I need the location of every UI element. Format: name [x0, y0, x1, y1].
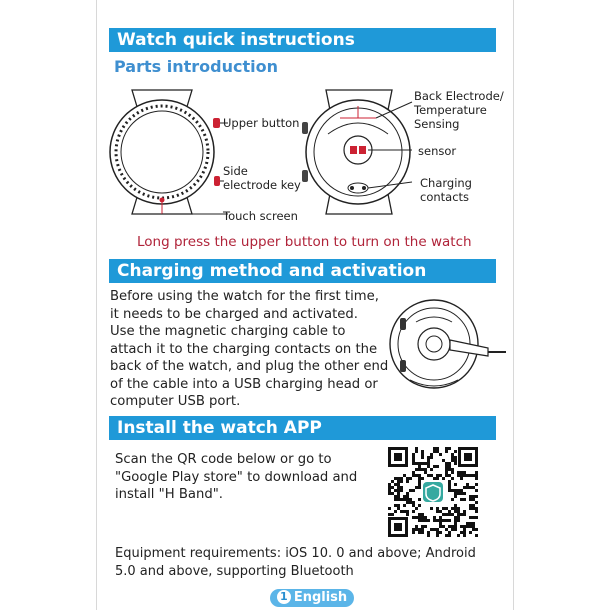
requirements-text: [115, 545, 510, 580]
side-electrode-label-2: electrode key: [223, 178, 301, 192]
language-label: English: [293, 590, 348, 605]
charging-line: Before using the watch for the first time,: [110, 289, 379, 304]
page-title: Watch quick instructions: [117, 30, 355, 50]
watch-front-illustration: [100, 82, 230, 222]
install-title: Install the watch APP: [117, 418, 322, 438]
charging-contacts-label-1: Charging: [420, 176, 472, 190]
power-on-notice: Long press the upper button to turn on the watch: [137, 234, 472, 250]
charging-line: Use the magnetic charging cable to: [110, 324, 346, 339]
side-electrode-label-1: Side: [223, 164, 248, 178]
charger-illustration: [388, 292, 510, 396]
charging-line: attach it to the charging contacts on the: [110, 341, 378, 357]
charging-line: it needs to be charged and activated.: [110, 306, 358, 322]
install-instructions: [115, 451, 380, 504]
upper-button-label: Upper button: [223, 116, 300, 130]
charging-contacts-label-2: contacts: [420, 190, 470, 204]
page-border-right: [513, 0, 514, 610]
sensor-label: sensor: [418, 144, 457, 158]
install-line: Scan the QR code below or go to: [115, 452, 332, 467]
charging-line: computer USB port.: [110, 394, 241, 409]
watch-back-illustration: [300, 82, 420, 222]
back-electrode-label-1: Back Electrode/: [414, 89, 504, 103]
page-border-left: [96, 0, 97, 610]
page-number: 1: [277, 590, 291, 604]
requirements-line: 5.0 and above, supporting Bluetooth: [115, 563, 354, 579]
charging-line: back of the watch, and plug the other end: [110, 359, 389, 374]
language-badge: [270, 589, 354, 607]
back-electrode-label-2: Temperature: [414, 103, 487, 117]
install-line: "Google Play store" to download and: [115, 469, 358, 485]
install-banner: [109, 416, 496, 440]
charging-banner: [109, 259, 496, 283]
requirements-line: Equipment requirements: iOS 10. 0 and above; Android: [115, 546, 476, 561]
charging-line: of the cable into a USB charging head or: [110, 376, 378, 392]
charging-instructions: [110, 288, 400, 411]
parts-subtitle: Parts introduction: [114, 57, 278, 76]
charging-title: Charging method and activation: [117, 261, 427, 281]
touch-screen-label: Touch screen: [223, 209, 298, 223]
back-electrode-label-3: Sensing: [414, 117, 460, 131]
title-banner: [109, 28, 496, 52]
qr-code[interactable]: [386, 445, 480, 539]
install-line: install "H Band".: [115, 487, 223, 502]
